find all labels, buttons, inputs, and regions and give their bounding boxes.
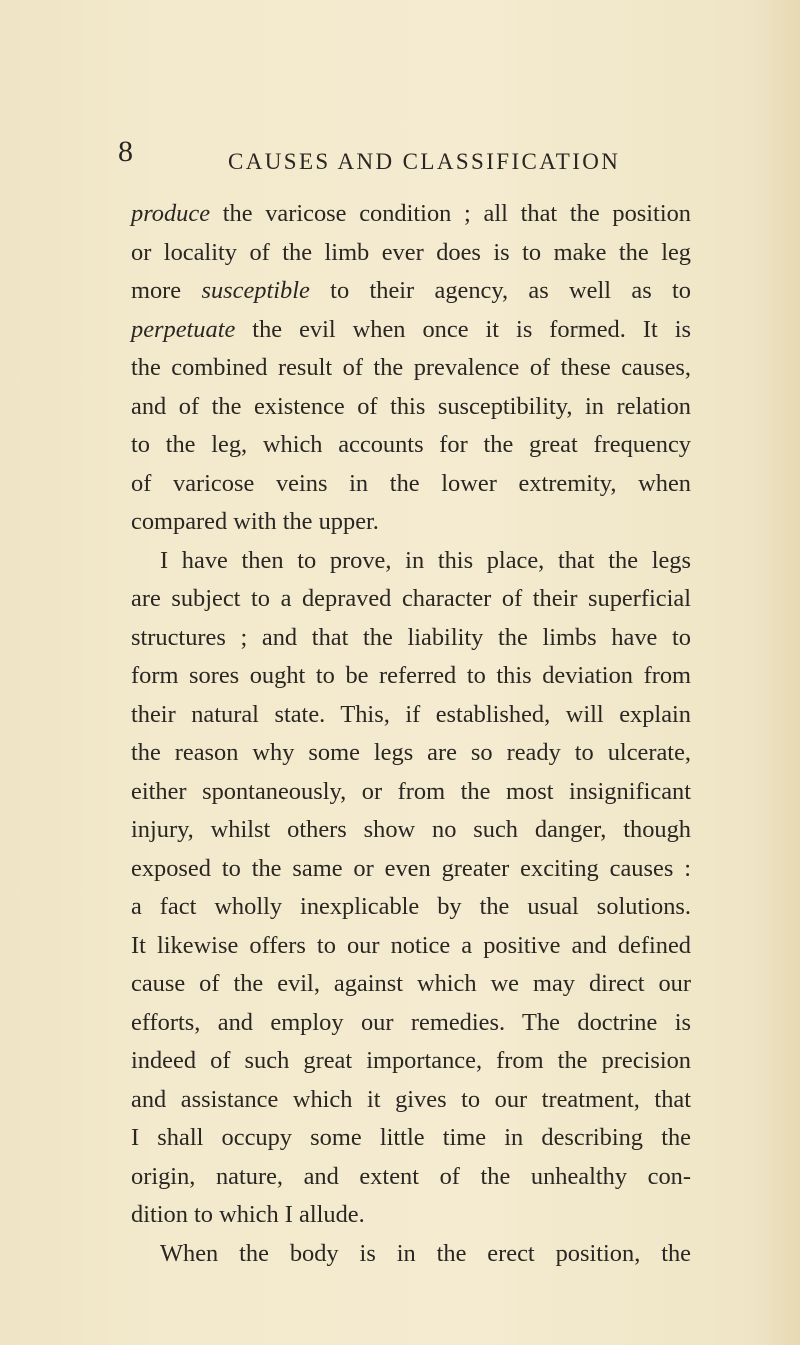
text-line: dition to which I allude. [131,1201,365,1228]
body-text [131,195,691,1273]
text-line: or locality of the limb ever does is to make the leg [131,238,691,266]
text-line: either spontaneously, or from the most insignificant [131,777,691,805]
text-line: I have then to prove, in this place, that the legs [160,546,691,574]
text-line: perpetuate the evil when once it is formed. It is [131,315,691,343]
text-line: the reason why some legs are so ready to ulcerate, [131,739,691,766]
text-line: It likewise offers to our notice a positive and defined [131,931,691,959]
text-line: When the body is in the erect position, the [160,1239,691,1267]
page-number: 8 [118,135,133,168]
text-line: a fact wholly inexplicable by the usual solutions. [131,893,691,920]
text-line: more susceptible to their agency, as well as to [131,277,691,304]
running-head-title: CAUSES AND CLASSIFICATION [228,149,621,174]
text-line: produce the varicose condition ; all that the position [131,200,691,227]
text-line: injury, whilst others show no such danger, though [131,816,691,843]
text-line: of varicose veins in the lower extremity, when [131,469,691,497]
text-line: origin, nature, and extent of the unhealthy con- [131,1162,691,1190]
text-line: exposed to the same or even greater exciting causes : [131,854,691,882]
text-line: indeed of such great importance, from the precision [131,1047,691,1074]
running-head [118,135,698,177]
text-line: to the leg, which accounts for the great frequency [131,431,691,458]
text-line: I shall occupy some little time in describing the [131,1124,691,1151]
text-line: are subject to a depraved character of their superficial [131,585,691,612]
text-line: form sores ought to be referred to this deviation from [131,662,691,689]
text-line: their natural state. This, if established, will explain [131,700,691,728]
text-line: structures ; and that the liability the limbs have to [131,623,691,651]
text-line: the combined result of the prevalence of these causes, [131,354,691,381]
text-line: and of the existence of this susceptibility, in relation [131,392,691,420]
text-line: and assistance which it gives to our treatment, that [131,1085,691,1113]
text-line: efforts, and employ our remedies. The doctrine is [131,1008,691,1036]
text-line: compared with the upper. [131,508,379,535]
text-line: cause of the evil, against which we may direct our [131,970,691,997]
